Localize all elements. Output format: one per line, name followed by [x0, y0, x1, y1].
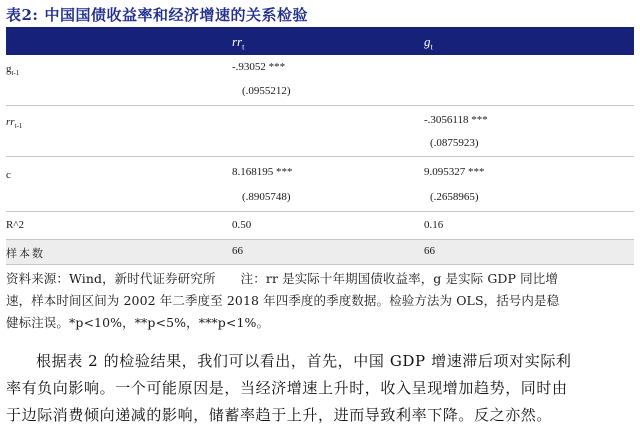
table-title [6, 3, 308, 27]
coef-cell: 9.095327 *** [424, 166, 485, 178]
paragraph-line: 于边际消费倾向递减的影响，储蓄率趋于上升，进而导致利率下降。反之亦然。 [6, 406, 553, 424]
source-note [6, 268, 634, 334]
row-label: c [6, 169, 11, 181]
coef-cell: -.93052 *** [232, 61, 286, 73]
source-line: 速，样本时间区间为 2002 年二季度至 2018 年四季度的季度数据。检验方法为 OLS，括号内是稳 [6, 293, 560, 308]
source-line: 资料来源：Wind，新时代证券研究所 注：rr 是实际十年期国债收益率，g 是实际 GDP 同比增 [6, 271, 558, 286]
table-title-text: 中国国债收益率和经济增速的关系检验 [44, 6, 308, 24]
row-label: R^2 [6, 219, 24, 231]
table-number: 表2: [6, 6, 39, 24]
table-row [6, 106, 634, 157]
coef-cell: 8.168195 *** [232, 166, 293, 178]
table-row [6, 157, 634, 212]
se-cell: (.0875923) [430, 137, 479, 149]
se-cell: (.8905748) [242, 191, 291, 203]
row-label: $rr_{t-1}$ [6, 116, 23, 131]
se-cell: (.0955212) [242, 85, 291, 97]
table-row [6, 55, 634, 106]
table-row [6, 240, 634, 265]
column-header-g: $g_t$ [424, 34, 433, 52]
paragraph-line: 率有负向影响。一个可能原因是，当经济增速上升时，收入呈现增加趋势，同时由 [6, 379, 568, 397]
table-row [6, 212, 634, 240]
value-cell: 66 [424, 245, 435, 257]
row-label: 样本数 [6, 247, 45, 260]
value-cell: 0.16 [424, 219, 444, 231]
se-cell: (.2658965) [430, 191, 479, 203]
source-line: 健标注误。*p<10%，**p<5%，***p<1%。 [6, 315, 270, 330]
table-header [6, 27, 634, 55]
row-label: $g_{t-1}$ [6, 63, 20, 78]
value-cell: 0.50 [232, 219, 252, 231]
paragraph-line: 根据表 2 的检验结果，我们可以看出，首先，中国 GDP 增速滞后项对实际利 [36, 352, 572, 370]
body-paragraph [6, 348, 634, 429]
column-header-rr: $rr_t$ [232, 34, 245, 52]
value-cell: 66 [232, 245, 243, 257]
coef-cell: -.3056118 *** [424, 114, 488, 126]
